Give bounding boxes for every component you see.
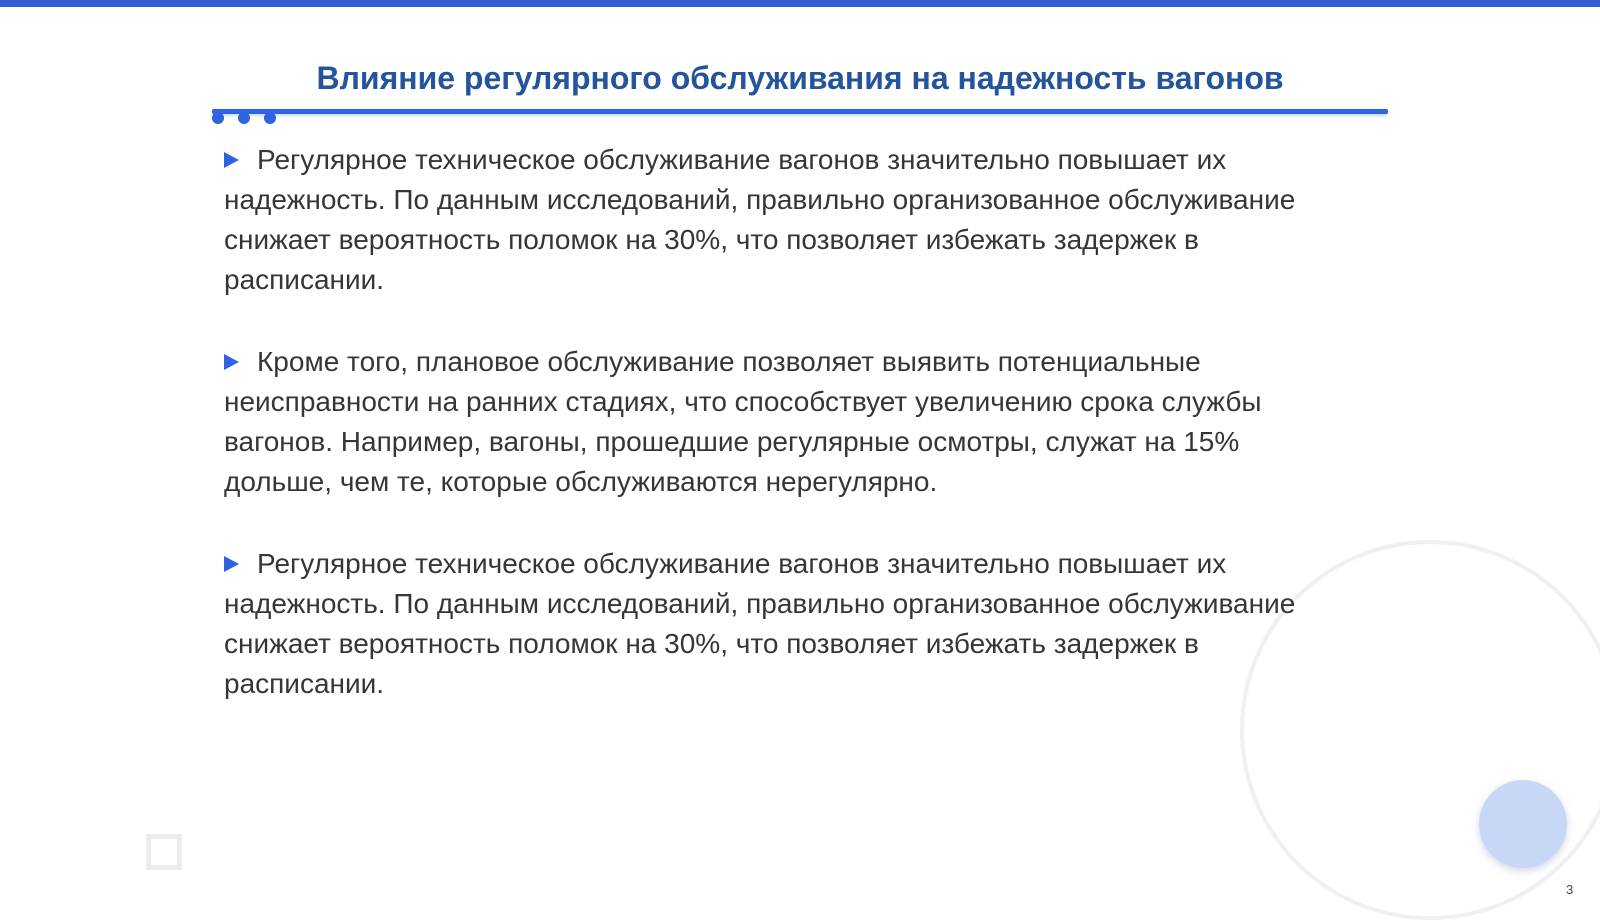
triangle-bullet-icon bbox=[224, 152, 239, 168]
page-number: 3 bbox=[1566, 882, 1574, 897]
bullet-list bbox=[224, 140, 1354, 746]
bullet-text: Регулярное техническое обслуживание вагонов значительно повышает их надежность. По данным исследований, правильно организованное обслуживание снижает вероятность поломок на 30%, что позволяет избежать задержек в расписании. bbox=[224, 144, 1296, 295]
bullet-text: Регулярное техническое обслуживание вагонов значительно повышает их надежность. По данным исследований, правильно организованное обслуживание снижает вероятность поломок на 30%, что позволяет избежать задержек в расписании. bbox=[224, 548, 1296, 699]
bullet-item bbox=[224, 342, 1354, 502]
slide-title: Влияние регулярного обслуживания на надежность вагонов bbox=[316, 60, 1284, 96]
bullet-item bbox=[224, 544, 1354, 704]
top-accent-bar bbox=[0, 0, 1600, 7]
decorative-dot bbox=[212, 112, 224, 124]
decorative-circle bbox=[1479, 780, 1567, 868]
triangle-bullet-icon bbox=[224, 556, 239, 572]
triangle-bullet-icon bbox=[224, 354, 239, 370]
bullet-item bbox=[224, 140, 1354, 300]
bullet-text: Кроме того, плановое обслуживание позволяет выявить потенциальные неисправности на ранних стадиях, что способствует увеличению срока службы вагонов. Например, вагоны, прошедшие регулярные осмотры, служат на 15% дольше, чем те, которые обслуживаются нерегулярно. bbox=[224, 346, 1262, 497]
decorative-square bbox=[146, 834, 182, 870]
decorative-dot bbox=[238, 112, 250, 124]
decorative-dot bbox=[264, 112, 276, 124]
title-underline bbox=[212, 109, 1388, 114]
